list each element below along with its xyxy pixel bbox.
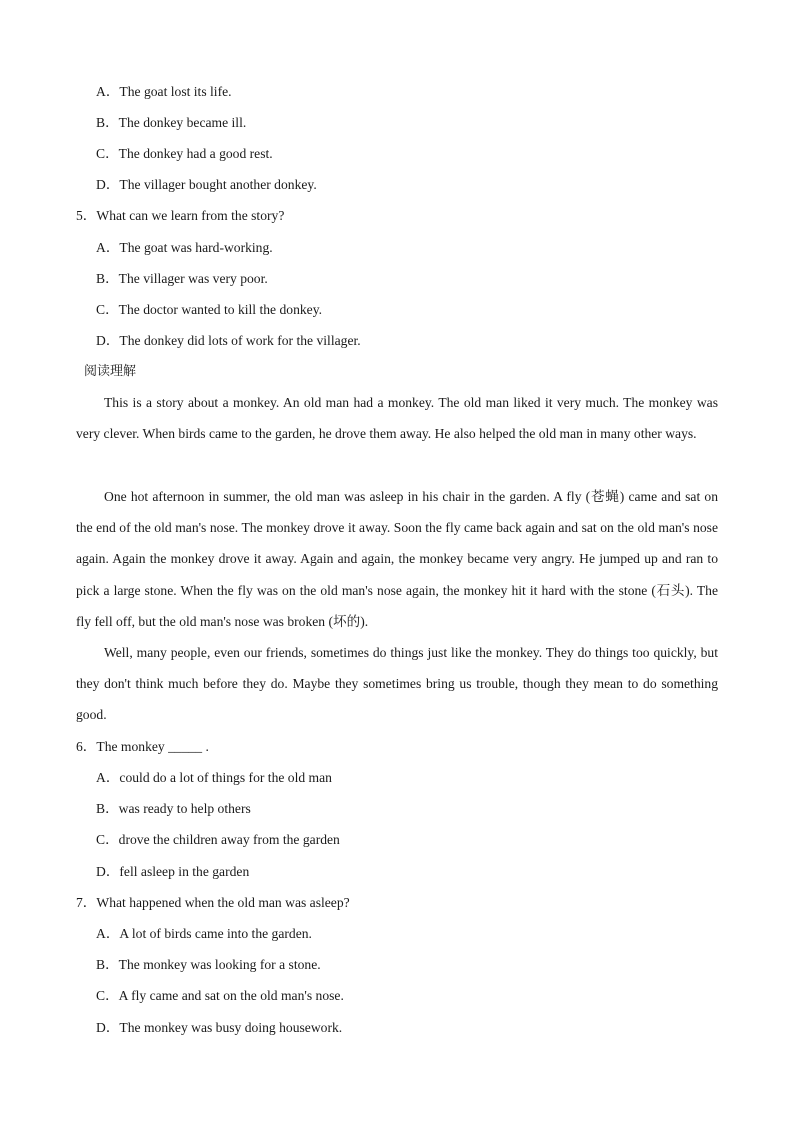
q5-question: 5．What can we learn from the story?	[76, 208, 285, 223]
q7-option-d: D．The monkey was busy doing housework.	[96, 1020, 343, 1035]
q5-option-b: B．The villager was very poor.	[96, 271, 268, 286]
q6-question: 6．The monkey _____ .	[76, 739, 209, 754]
passage-paragraph-1: This is a story about a monkey. An old man had a monkey. The old man liked it very much. The monkey was very clever. When birds came to the garden, he drove them away. He also helped the old man in many other ways.	[76, 395, 718, 442]
q7-option-c: C．A fly came and sat on the old man's nose.	[96, 988, 344, 1003]
q6-option-c: C．drove the children away from the garden	[96, 832, 340, 847]
q7-option-b: B．The monkey was looking for a stone.	[96, 957, 321, 972]
q4-option-c: C．The donkey had a good rest.	[96, 146, 273, 161]
q7-question: 7．What happened when the old man was asleep?	[76, 895, 350, 910]
passage-paragraph-3: Well, many people, even our friends, sometimes do things just like the monkey. They do things too quickly, but they don't think much before they do. Maybe they sometimes bring us trouble, though they mean to do something good.	[76, 645, 718, 723]
q5-option-c: C．The doctor wanted to kill the donkey.	[96, 302, 323, 317]
q6-option-b: B．was ready to help others	[96, 801, 251, 816]
q5-option-d: D．The donkey did lots of work for the villager.	[96, 333, 361, 348]
q4-option-b: B．The donkey became ill.	[96, 115, 247, 130]
q7-option-a: A．A lot of birds came into the garden.	[96, 926, 312, 941]
q6-option-a: A．could do a lot of things for the old man	[96, 770, 332, 785]
q4-option-d: D．The villager bought another donkey.	[96, 177, 317, 192]
passage-paragraph-2: One hot afternoon in summer, the old man was asleep in his chair in the garden. A fly (苍蝇) came and sat on the end of the old man's nose. The monkey drove it away. Soon the fly came back again and sat on the old man's nose again. Again the monkey drove it away. Again and again, the monkey became very angry. He jumped up and ran to pick a large stone. When the fly was on the old man's nose again, the monkey hit it hard with the stone (石头). The fly fell off, but the old man's nose was broken (坏的).	[76, 489, 718, 629]
q5-option-a: A．The goat was hard-working.	[96, 240, 273, 255]
q6-option-d: D．fell asleep in the garden	[96, 864, 250, 879]
q4-option-a: A．The goat lost its life.	[96, 84, 232, 99]
section-heading: 阅读理解	[84, 364, 137, 379]
